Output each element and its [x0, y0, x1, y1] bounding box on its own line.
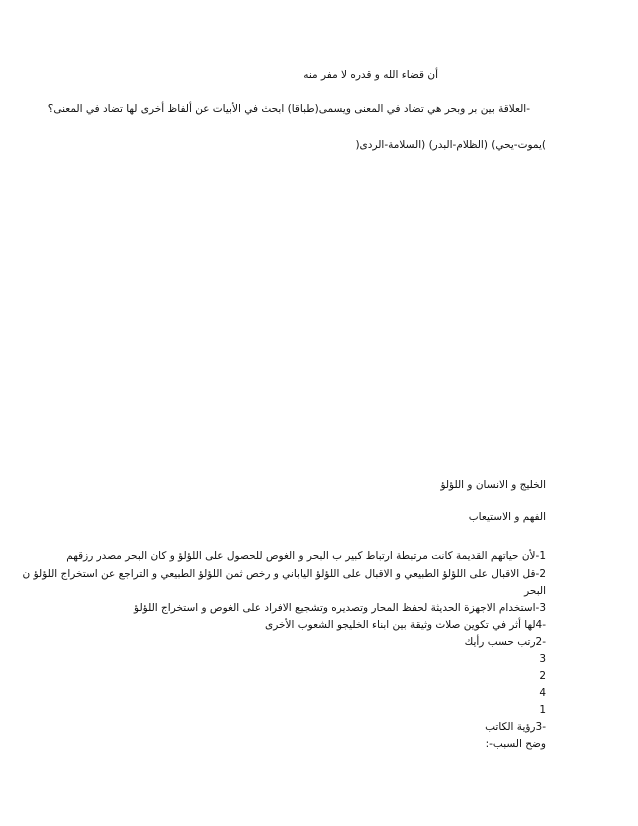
list-item: 3-استخدام الاجهزة الحديثة لحفظ المحار وتصديره وتشجيع الافراد على الغوص و استخراج اللؤلؤ	[134, 602, 546, 614]
list-item: 4	[539, 687, 546, 699]
list-item: -3رؤية الكاتب	[485, 721, 546, 733]
section1-answer: )يموت-يحي) (الظلام-البدر) (السلامة-الردى(	[355, 139, 546, 151]
list-item: وضح السبب-:	[485, 738, 546, 750]
section2-title: الخليج و الانسان و اللؤلؤ	[440, 479, 546, 491]
list-item: -4لها أثر في تكوين صلات وثيقة بين ابناء الخليجو الشعوب الأخرى	[265, 619, 546, 631]
section1-title: أن قضاء الله و قدره لا مفر منه	[303, 69, 438, 81]
list-item: 2-قل الاقبال على اللؤلؤ الطبيعي و الاقبال على اللؤلؤ الياباني و رخص ثمن اللؤلؤ الطبيعي و التراجع عن استخراج اللؤلؤ ن	[22, 568, 546, 580]
list-item: البحر	[524, 585, 546, 597]
list-item: 3	[539, 653, 546, 665]
list-item: -2رتب حسب رأيك	[464, 636, 546, 648]
section2-subtitle: الفهم و الاستيعاب	[468, 511, 546, 523]
section1-question: -العلاقة بين بر وبحر هي تضاد في المعنى ويسمى(طباقا) ابحث في الأبيات عن ألفاظ أخرى لها تضاد في المعنى؟	[47, 103, 530, 115]
list-item: 2	[539, 670, 546, 682]
list-item: 1	[539, 704, 546, 716]
list-item: 1-لأن حياتهم القديمة كانت مرتبطة ارتباط كبير ب البحر و الغوص للحصول على اللؤلؤ و كان البحر مصدر رزقهم	[66, 550, 546, 562]
